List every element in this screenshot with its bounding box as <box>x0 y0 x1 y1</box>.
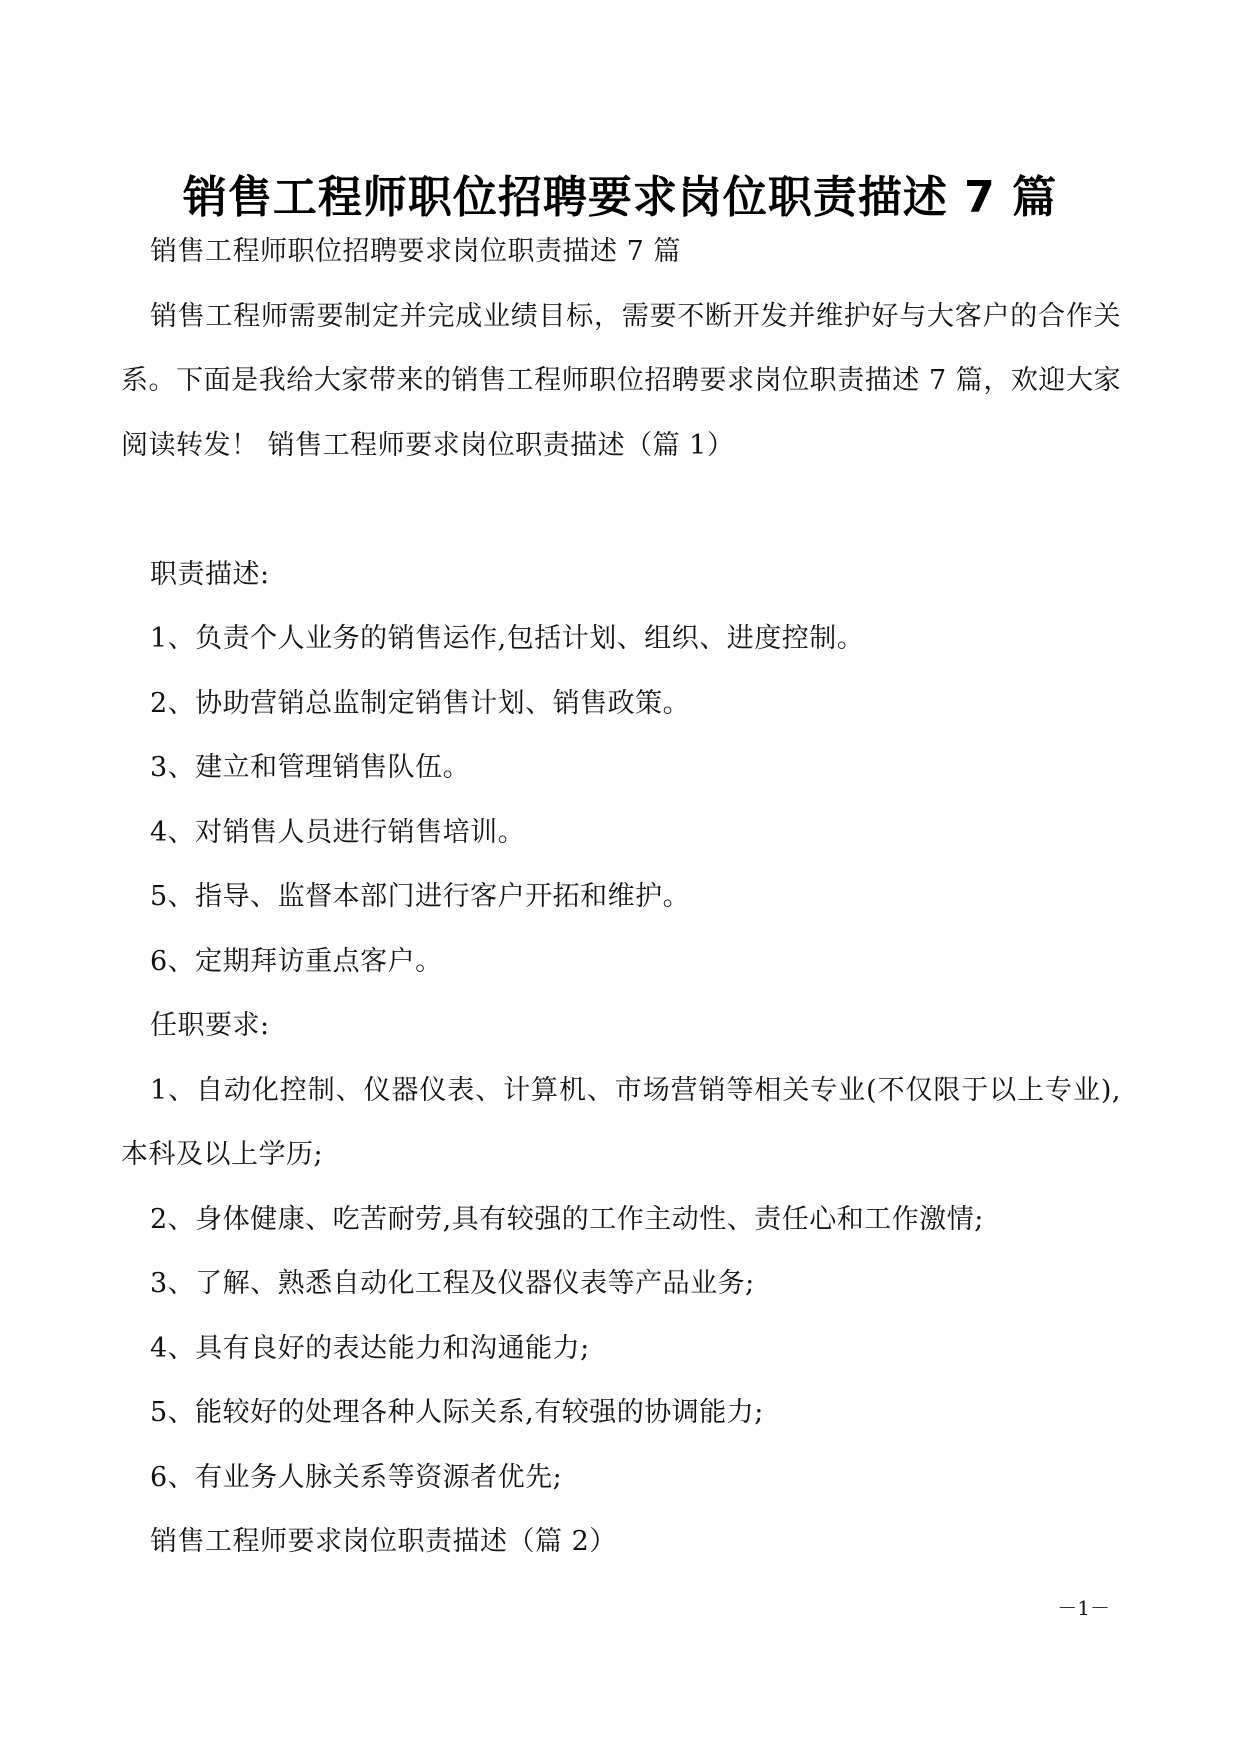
requirements-heading: 任职要求: <box>150 1010 270 1041</box>
subtitle-line: 销售工程师职位招聘要求岗位职责描述 7 篇 <box>150 236 681 267</box>
duty-item: 5、指导、监督本部门进行客户开拓和维护。 <box>150 881 691 912</box>
requirement-item: 6、有业务人脉关系等资源者优先; <box>150 1461 563 1493</box>
requirement-item: 1、自动化控制、仪器仪表、计算机、市场营销等相关专业(不仅限于以上专业),本科及以上学历; <box>121 1074 1121 1170</box>
requirement-item: 4、具有良好的表达能力和沟通能力; <box>150 1332 590 1364</box>
duty-item: 2、协助营销总监制定销售计划、销售政策。 <box>150 687 691 719</box>
requirement-item: 2、身体健康、吃苦耐劳,具有较强的工作主动性、责任心和工作激情; <box>150 1203 984 1235</box>
duty-item: 1、负责个人业务的销售运作,包括计划、组织、进度控制。 <box>150 623 865 654</box>
next-section-heading: 销售工程师要求岗位职责描述（篇 2） <box>150 1526 617 1557</box>
duty-item: 6、定期拜访重点客户。 <box>150 945 443 977</box>
page-number: －1－ <box>1057 1596 1110 1620</box>
intro-paragraph: 销售工程师需要制定并完成业绩目标，需要不断开发并维护好与大客户的合作关系。下面是我给大家带来的销售工程师职位招聘要求岗位职责描述 7 篇，欢迎大家阅读转发！ 销售工程师要求岗位职责描述（篇 1） <box>121 300 1121 461</box>
requirement-item: 3、了解、熟悉自动化工程及仪器仪表等产品业务; <box>150 1268 755 1299</box>
duty-item: 4、对销售人员进行销售培训。 <box>150 816 526 848</box>
duty-item: 3、建立和管理销售队伍。 <box>150 752 471 783</box>
blank-spacer <box>121 478 1121 543</box>
document-title: 销售工程师职位招聘要求岗位职责描述 7 篇 <box>182 172 1058 223</box>
requirement-item: 5、能较好的处理各种人际关系,有较强的协调能力; <box>150 1397 764 1428</box>
document-body <box>121 220 1121 1575</box>
duties-heading: 职责描述: <box>150 558 270 590</box>
